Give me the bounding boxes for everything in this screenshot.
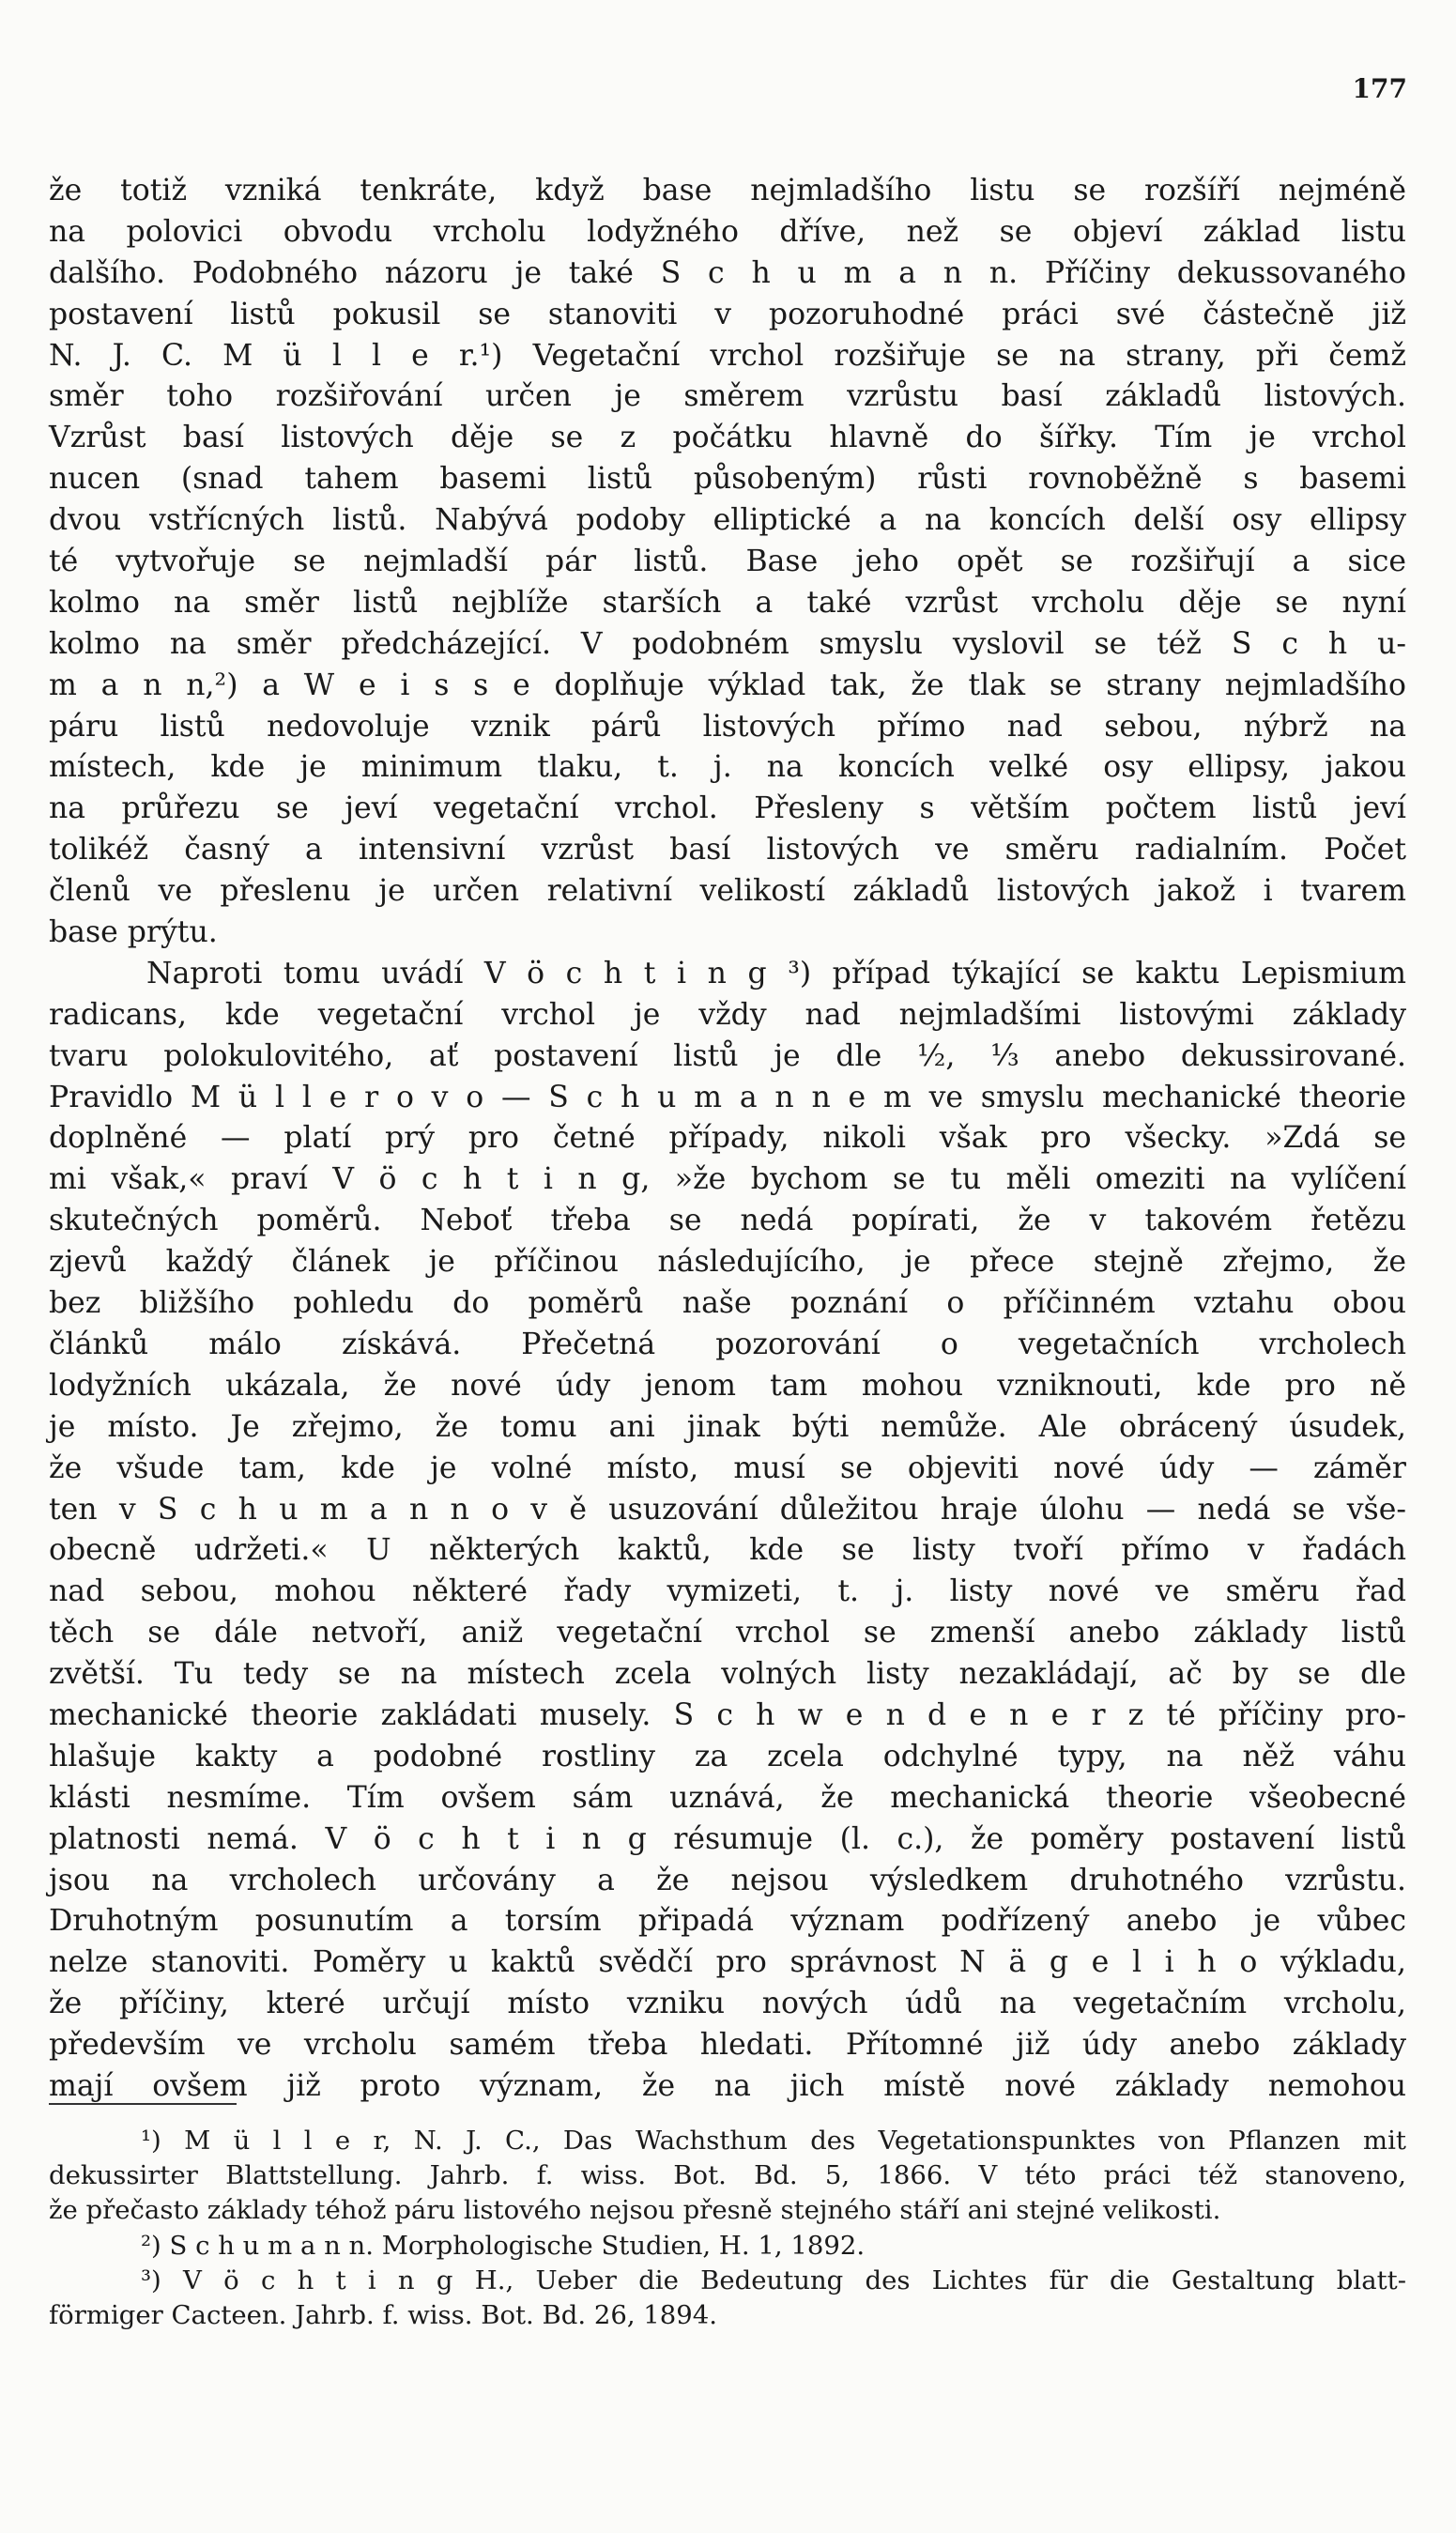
page-number: 177 (1352, 73, 1407, 104)
footnote-line: ²) S c h u m a n n. Morphologische Studien, H. 1, 1892. (141, 2230, 866, 2261)
text-line: že příčiny, které určují místo vzniku nových údů na vegetačním vrcholu, (49, 1987, 1406, 2021)
text-line: směr toho rozšiřování určen je směrem vzrůstu basí základů listových. (49, 379, 1406, 414)
footnote-line: förmiger Cacteen. Jahrb. f. wiss. Bot. Bd. 26, 1894. (49, 2299, 718, 2330)
text-line: Vzrůst basí listových děje se z počátku hlavně do šířky. Tím je vrchol (49, 421, 1406, 455)
text-line: článků málo získává. Přečetná pozorování o vegetačních vrcholech (49, 1327, 1406, 1361)
text-line: nad sebou, mohou některé řady vymizeti, t. j. listy nové ve směru řad (49, 1574, 1406, 1609)
text-line: m a n n,²) a W e i s s e doplňuje výklad tak, že tlak se strany nejmladšího (49, 668, 1406, 702)
text-line: na průřezu se jeví vegetační vrchol. Přesleny s větším počtem listů jeví (49, 791, 1406, 826)
text-line: Pravidlo M ü l l e r o v o — S c h u m a n n e m ve smyslu mechanické theorie (49, 1080, 1406, 1114)
text-line: těch se dále netvoří, aniž vegetační vrchol se zmenší anebo základy listů (49, 1616, 1406, 1650)
text-line: obecně udržeti.« U některých kaktů, kde se listy tvoří přímo v řadách (49, 1533, 1406, 1568)
footnote-line: že přečasto základy téhož páru listového nejsou přesně stejného stáří ani stejné velikosti. (49, 2195, 1221, 2226)
text-line: jsou na vrcholech určovány a že nejsou výsledkem druhotného vzrůstu. (49, 1863, 1406, 1897)
text-line: ten v S c h u m a n n o v ě usuzování důležitou hraje úlohu — nedá se vše- (49, 1492, 1406, 1527)
text-line: zvětší. Tu tedy se na místech zcela volných listy nezakládají, ač by se dle (49, 1657, 1406, 1692)
text-line: členů ve přeslenu je určen relativní velikostí základů listových jakož i tvarem (49, 874, 1406, 909)
text-line: že totiž vzniká tenkráte, když base nejmladšího listu se rozšíří nejméně (49, 174, 1406, 207)
text-line: radicans, kde vegetační vrchol je vždy nad nejmladšími listovými základy (49, 997, 1406, 1032)
text-line: platnosti nemá. V ö c h t i n g résumuje (l. c.), že poměry postavení listů (49, 1821, 1406, 1856)
text-line: především ve vrcholu samém třeba hledati. Přítomné již údy anebo základy (49, 2028, 1406, 2063)
text-line: N. J. C. M ü l l e r.¹) Vegetační vrchol rozšiřuje se na strany, při čemž (49, 338, 1406, 373)
footnote-divider (49, 2103, 237, 2105)
text-line: je místo. Je zřejmo, že tomu ani jinak býti nemůže. Ale obrácený úsudek, (49, 1409, 1406, 1444)
text-line: nucen (snad tahem basemi listů působeným) růsti rovnoběžně s basemi (49, 462, 1406, 497)
text-line: místech, kde je minimum tlaku, t. j. na koncích velké osy ellipsy, jakou (49, 750, 1406, 785)
text-line: Naproti tomu uvádí V ö c h t i n g ³) případ týkající se kaktu Lepismium (146, 956, 1406, 990)
text-line: té vytvořuje se nejmladší pár listů. Base jeho opět se rozšiřují a sice (49, 545, 1406, 579)
text-line: tvaru polokulovitého, ať postavení listů je dle ½, ⅓ anebo dekussirované. (49, 1038, 1406, 1073)
text-line: nelze stanoviti. Poměry u kaktů svědčí pro správnost N ä g e l i h o výkladu, (49, 1945, 1406, 1980)
text-line: kolmo na směr listů nejblíže starších a také vzrůst vrcholu děje se nyní (49, 585, 1406, 620)
text-line: bez bližšího pohledu do poměrů naše poznání o příčinném vztahu obou (49, 1286, 1406, 1321)
text-line: hlašuje kakty a podobné rostliny za zcela odchylné typy, na něž váhu (49, 1739, 1406, 1773)
text-line: páru listů nedovoluje vznik párů listových přímo nad sebou, nýbrž na (49, 709, 1406, 744)
text-line: mají ovšem již proto význam, že na jich místě nové základy nemohou (49, 2068, 1406, 2103)
text-line: dalšího. Podobného názoru je také S c h u m a n n. Příčiny dekussovaného (49, 255, 1406, 290)
text-line: mechanické theorie zakládati musely. S c h w e n d e n e r z té příčiny pro- (49, 1697, 1406, 1732)
text-line: že všude tam, kde je volné místo, musí se objeviti nové údy — záměr (49, 1451, 1406, 1485)
footnote-line: dekussirter Blattstellung. Jahrb. f. wiss. Bot. Bd. 5, 1866. V této práci též stanoveno, (49, 2160, 1406, 2191)
text-line: kolmo na směr předcházející. V podobném smyslu vyslovil se též S c h u- (49, 626, 1406, 661)
text-line: zjevů každý článek je příčinou následujícího, je přece stejně zřejmo, že (49, 1245, 1406, 1280)
text-line: klásti nesmíme. Tím ovšem sám uznává, že mechanická theorie všeobecné (49, 1780, 1406, 1815)
text-line: doplněné — platí prý pro četné případy, nikoli však pro všecky. »Zdá se (49, 1121, 1406, 1156)
text-line: tolikéž časný a intensivní vzrůst basí listových ve směru radialním. Počet (49, 833, 1406, 867)
footnote-line: ³) V ö c h t i n g H., Ueber die Bedeutung des Lichtes für die Gestaltung blatt- (141, 2264, 1406, 2295)
text-line: dvou vstřícných listů. Nabývá podoby elliptické a na koncích delší osy ellipsy (49, 503, 1406, 538)
main-text (49, 171, 1406, 2108)
text-line: mi však,« praví V ö c h t i n g, »že bychom se tu měli omeziti na vylíčení (49, 1162, 1406, 1197)
text-line: lodyžních ukázala, že nové údy jenom tam mohou vzniknouti, kde pro ně (49, 1368, 1406, 1403)
text-line: postavení listů pokusil se stanoviti v pozoruhodné práci své částečně již (49, 297, 1406, 331)
text-line: skutečných poměrů. Neboť třeba se nedá popírati, že v takovém řetězu (49, 1204, 1406, 1238)
text-line: base prýtu. (49, 915, 218, 950)
footnote-line: ¹) M ü l l e r, N. J. C., Das Wachsthum des Vegetationspunktes von Pflanzen mit (141, 2126, 1406, 2156)
footnotes (49, 2124, 1406, 2333)
text-line: Druhotným posunutím a torsím připadá význam podřízený anebo je vůbec (49, 1904, 1406, 1939)
text-line: na polovici obvodu vrcholu lodyžného dříve, než se objeví základ listu (49, 214, 1406, 249)
